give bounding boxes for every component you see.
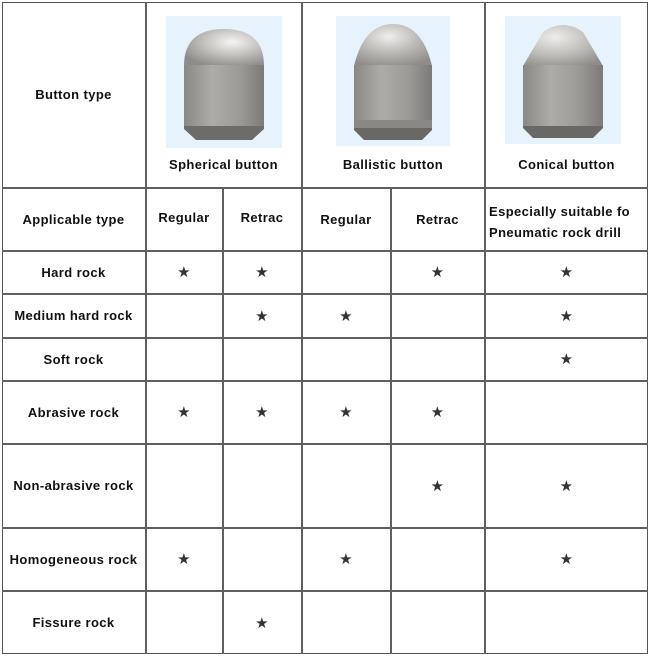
star-icon: ★ [255,404,269,421]
star-icon: ★ [255,307,269,325]
spherical-button-image [166,16,282,148]
table-cell [146,528,222,590]
table-cell [302,528,390,590]
row-label: Hard rock [41,264,106,280]
table-cell [391,294,484,337]
conical-note-line-1: Especially suitable fo [489,204,631,219]
row-label: Medium hard rock [14,308,133,323]
conical-button-icon [505,16,621,144]
table-cell [146,591,222,654]
table-cell [146,381,222,443]
row-label: Homogeneous rock [9,551,138,567]
star-icon: ★ [559,307,574,325]
row-label: Non-abrasive rock [13,478,134,493]
star-icon: ★ [339,404,353,421]
ballistic-button-caption: Ballistic button [342,157,444,172]
table-cell [391,444,484,527]
ballistic-button-image [336,16,450,146]
table-cell [391,338,484,380]
table-cell [302,294,390,337]
ballistic-regular-header: Regular [320,211,372,227]
table-cell [223,251,301,293]
table-cell [223,528,301,590]
table-cell [485,444,648,527]
spherical-button-icon [166,16,282,148]
star-icon: ★ [339,551,353,568]
star-icon: ★ [559,551,574,568]
conical-applicable-note [485,201,648,243]
table-cell [223,381,301,443]
row-label: Fissure rock [32,615,115,630]
ballistic-retrac-header: Retrac [416,211,459,227]
spherical-retrac-header: Retrac [240,209,284,225]
table-cell [485,251,648,293]
table-cell [391,251,484,293]
applicable-type-label: Applicable type [22,211,125,227]
star-icon: ★ [430,477,445,495]
table-cell [146,338,222,380]
table-cell [302,444,390,527]
spherical-regular-header: Regular [158,209,210,225]
star-icon: ★ [177,264,191,281]
table-cell [223,294,301,337]
table-cell [146,444,222,527]
button-type-label: Button type [35,87,112,102]
star-icon: ★ [177,551,191,568]
star-icon: ★ [559,477,574,495]
table-cell [485,294,648,337]
star-icon: ★ [255,614,269,632]
conical-button-image [505,16,621,144]
table-cell [146,294,222,337]
row-label: Soft rock [43,351,104,367]
table-cell [391,381,484,443]
star-icon: ★ [559,264,574,281]
table-cell [302,381,390,443]
star-icon: ★ [177,404,191,421]
spherical-button-caption: Spherical button [169,157,278,172]
star-icon: ★ [339,307,353,325]
table-cell [485,381,648,443]
star-icon: ★ [430,264,445,281]
conical-note-line-2: Pneumatic rock drill [489,225,622,240]
table-cell [302,338,390,380]
table-cell [146,251,222,293]
conical-button-caption: Conical button [518,157,615,172]
table-cell [223,591,301,654]
ballistic-button-icon [336,16,450,146]
table-cell [485,591,648,654]
table-cell [302,251,390,293]
table-cell [302,591,390,654]
row-label: Abrasive rock [27,404,120,420]
table-cell [485,528,648,590]
table-cell [391,528,484,590]
star-icon: ★ [559,351,574,368]
star-icon: ★ [255,264,269,281]
table-cell [391,591,484,654]
star-icon: ★ [430,404,445,421]
table-cell [223,338,301,380]
table-cell [485,338,648,380]
table-cell [223,444,301,527]
